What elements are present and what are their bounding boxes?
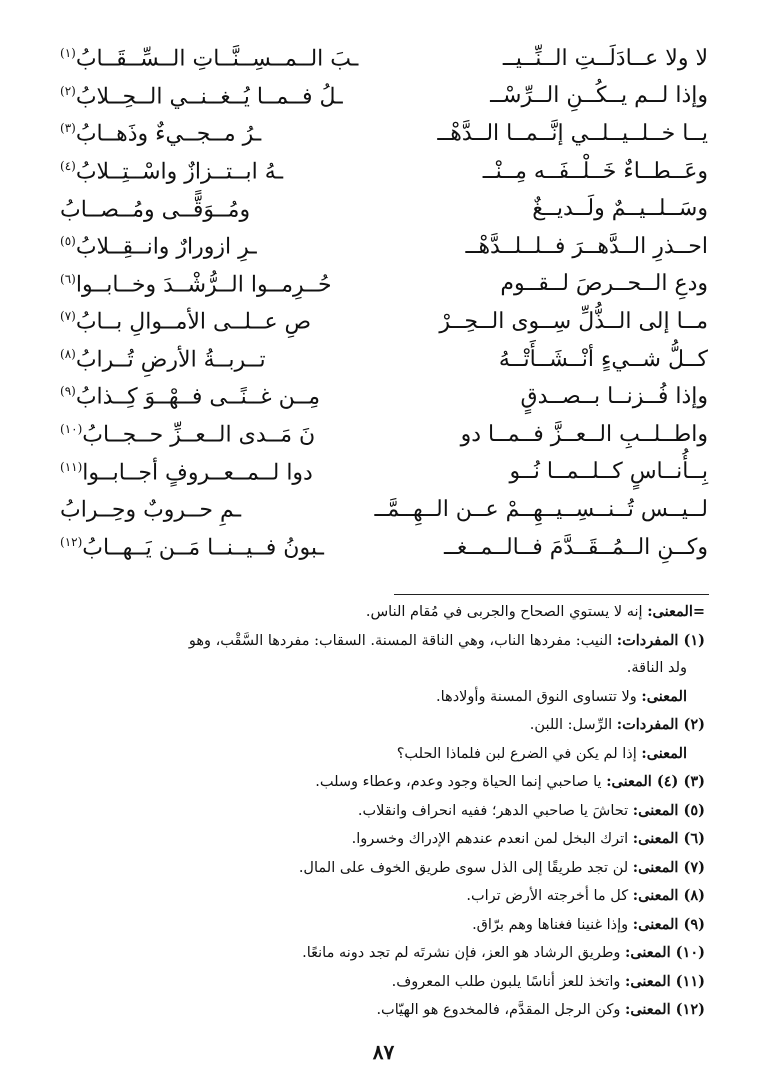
- footnote-line: [60, 911, 705, 940]
- verse-line: [60, 491, 708, 529]
- footnote-number: (١٠): [675, 944, 705, 961]
- second-hemistich: [60, 461, 378, 484]
- footnote-line: [60, 825, 705, 854]
- first-hemistich: مــا إلى الــذُّلِّ سِــوى الــحِــرْ: [439, 308, 708, 334]
- poem: [60, 40, 708, 566]
- second-hemistich: [60, 273, 378, 296]
- footnote-text: وإذا غنينا فغناها وهم برّاق.: [472, 916, 633, 933]
- hemistich-text: ـبونُ فــيــنــا مَــن يَــهــابُ: [82, 535, 324, 561]
- first-hemistich: لــيــس تُــنــسِــيــهِــمْ عــن الــهِــمَّــ: [374, 496, 708, 522]
- second-hemistich: [60, 310, 378, 333]
- verse-line: [60, 153, 708, 191]
- footnote-line: [60, 797, 705, 826]
- first-hemistich: وعَــطــاءٌ خَــلْــفَــه مِــنْــ: [482, 158, 708, 184]
- footnote-mark: (١٢): [60, 534, 83, 549]
- page-number: ٨٧: [372, 1040, 395, 1064]
- footnote-line: [60, 740, 705, 769]
- verse-line: [60, 529, 708, 567]
- verse-line: [60, 341, 708, 379]
- hemistich-text: ـلُ فــمــا يُــغــنــي الــحِــلابُ: [75, 84, 343, 110]
- verse-line: [60, 378, 708, 416]
- second-hemistich: [60, 198, 378, 221]
- verse-line: [60, 303, 708, 341]
- footnote-mark: (١٠): [60, 422, 83, 437]
- footnotes: [60, 598, 705, 1025]
- footnote-text: ولد الناقة.: [626, 660, 687, 676]
- first-hemistich: احــذرِ الــدَّهــرَ فــلــلــدَّهْــ: [465, 233, 708, 259]
- footnote-line: [60, 996, 705, 1025]
- verse-line: [60, 454, 708, 492]
- footnote-line: [60, 627, 705, 656]
- footnote-mark: (١١): [60, 459, 83, 474]
- footnote-mark: (٧): [60, 309, 76, 324]
- footnote-text: تحاشَ يا صاحبي الدهر؛ ففيه انحراف وانقلاب.: [357, 802, 633, 819]
- footnote-key: المعنى:: [624, 1001, 676, 1018]
- footnote-text: إنه لا يستوي الصحاح والجربى في مُقام الناس.: [365, 604, 648, 620]
- verse-line: [60, 190, 708, 228]
- footnote-key: المعنى:: [641, 687, 687, 705]
- footnote-key: المعنى:: [632, 858, 684, 876]
- footnote-number: (٩): [683, 915, 705, 933]
- verse-line: [60, 416, 708, 454]
- hemistich-text: مِــن غــنًــى فــهْــوَ كِــذابُ: [75, 384, 321, 410]
- second-hemistich: [60, 85, 378, 108]
- first-hemistich: بِــأُنــاسٍ كــلــمــا نُــو: [509, 459, 708, 485]
- footnote-key: المعنى:: [632, 801, 684, 819]
- hemistich-text: ـمِ حــروبٌ وحِــرابُ: [60, 497, 242, 523]
- verse-line: [60, 266, 708, 304]
- footnote-line: [60, 854, 705, 883]
- footnote-key: المعنى:: [624, 972, 676, 990]
- footnote-number: (٨): [683, 887, 705, 904]
- footnote-line: [60, 683, 705, 712]
- verse-line: [60, 115, 708, 153]
- footnote-mark: (٨): [60, 346, 76, 361]
- footnote-key: المعنى:: [606, 773, 657, 790]
- footnote-text: وكن الرجل المقدَّم، فالمخدوع هو الهيّاب.: [376, 1002, 625, 1018]
- footnote-text: الرِّسل: اللبن.: [529, 717, 617, 733]
- footnote-key: =المعنى:: [647, 603, 705, 620]
- hemistich-text: تــربــةُ الأرضِ تُــرابُ: [75, 347, 266, 373]
- verse-line: [60, 40, 708, 78]
- footnote-line: [60, 882, 705, 911]
- footnote-mark: (١): [60, 46, 76, 61]
- footnote-mark: (٤): [60, 158, 76, 173]
- footnote-text: لن تجد طريقًا إلى الذل سوى طريق الخوف على المال.: [298, 859, 633, 876]
- first-hemistich: ودعِ الــحــرصَ لــقــوم: [500, 271, 708, 297]
- footnote-line: [60, 939, 705, 968]
- footnote-separator: [394, 594, 709, 595]
- hemistich-text: ـرِ ازورارٌ وانــقِــلابُ: [75, 234, 257, 260]
- footnote-number: (١): [683, 631, 705, 649]
- footnote-mark: (٢): [60, 83, 76, 98]
- footnote-key: المفردات:: [616, 716, 684, 733]
- footnote-text: يا صاحبي إنما الحياة وجود وعدم، وعطاء وسلب.: [315, 774, 607, 790]
- footnote-number: (٥): [683, 801, 705, 819]
- hemistich-text: ـهُ ابــتــزازٌ واسْــتِــلابُ: [75, 159, 284, 185]
- footnote-line: [60, 968, 705, 997]
- first-hemistich: وسَــلــيــمٌ ولَــديــغٌ: [532, 196, 708, 222]
- footnote-text: ولا تتساوى النوق المسنة وأولادها.: [436, 688, 642, 705]
- footnote-mark: (٣): [60, 121, 76, 136]
- hemistich-text: ـبَ الــمــسِــنَّــاتِ الــسِّــقَــابُ: [75, 46, 359, 72]
- first-hemistich: كــلُّ شــيءٍ أنْــشَــأَتْــهُ: [498, 346, 708, 372]
- first-hemistich: لا ولا عــادَلَــتِ الــنِّــيــ: [502, 45, 708, 71]
- footnote-text: اترك البخل لمن انعدم عندهم الإدراك وخسروا.: [351, 831, 633, 847]
- footnote-text: النيب: مفردها الناب، وهي الناقة المسنة. السقاب: مفردها السَّقْب، وهو: [188, 632, 617, 649]
- first-hemistich: وإذا فُــزنــا بــصــدقٍ: [520, 384, 708, 410]
- footnote-number: (١٢): [675, 1001, 705, 1018]
- footnote-key: المعنى:: [632, 915, 684, 933]
- hemistich-text: ـرُ مــجــيءٌ وذَهــابُ: [75, 121, 262, 147]
- footnote-text: كل ما أخرجته الأرض تراب.: [466, 888, 633, 904]
- first-hemistich: يــا خــلــيــلــي إنَّــمــا الــدَّهْــ: [437, 120, 708, 146]
- footnote-number: (٦): [683, 830, 705, 847]
- verse-line: [60, 228, 708, 266]
- footnote-key: المعنى:: [641, 744, 687, 762]
- footnote-mark: (٦): [60, 271, 76, 286]
- footnote-key: المعنى:: [624, 944, 676, 961]
- second-hemistich: [60, 536, 378, 559]
- footnote-number: (١١): [675, 972, 705, 990]
- footnote-line: [60, 655, 705, 683]
- footnote-line: [60, 768, 705, 797]
- footnote-mark: (٩): [60, 384, 76, 399]
- second-hemistich: [60, 47, 378, 70]
- footnote-line: [60, 711, 705, 740]
- verse-line: [60, 78, 708, 116]
- first-hemistich: وكــنِ الــمُــقَــدَّمَ فــالــمــغــ: [443, 534, 708, 560]
- footnote-number: (٣) (٤): [656, 773, 705, 790]
- footnote-number: (٧): [683, 858, 705, 876]
- footnote-text: وطريق الرشاد هو العز، فإن نشرتَه لم تجد دونه مانعًا.: [302, 945, 625, 961]
- second-hemistich: [60, 423, 378, 446]
- second-hemistich: [60, 235, 378, 258]
- footnote-line: [60, 598, 705, 627]
- hemistich-text: حُــرِمــوا الــرُّشْــدَ وخــابــوا: [75, 272, 332, 298]
- second-hemistich: [60, 122, 378, 145]
- first-hemistich: واطــلــبِ الــعــزَّ فــمــا دو: [460, 421, 708, 447]
- footnote-key: المعنى:: [632, 830, 684, 847]
- second-hemistich: [60, 160, 378, 183]
- second-hemistich: [60, 498, 378, 521]
- hemistich-text: نَ مَــدى الــعــزِّ حــجــابُ: [82, 422, 316, 448]
- footnote-text: واتخذ للعز أناسًا يلبون طلب المعروف.: [391, 973, 625, 990]
- hemistich-text: دوا لــمــعــروفٍ أجــابــوا: [82, 459, 313, 485]
- hemistich-text: صِ عــلــى الأمــوالِ بــابُ: [75, 309, 312, 335]
- second-hemistich: [60, 385, 378, 408]
- hemistich-text: ومُــوَقًّــى ومُــصــابُ: [60, 196, 251, 222]
- second-hemistich: [60, 348, 378, 371]
- footnote-text: إذا لم يكن في الضرع لبن فلماذا الحلب؟: [396, 745, 642, 762]
- footnote-number: (٢): [683, 716, 705, 733]
- first-hemistich: وإذا لــم يــكُــنِ الــرِّسْــ: [490, 83, 708, 109]
- footnote-key: المعنى:: [632, 887, 684, 904]
- footnote-key: المفردات:: [616, 631, 684, 649]
- footnote-mark: (٥): [60, 234, 76, 249]
